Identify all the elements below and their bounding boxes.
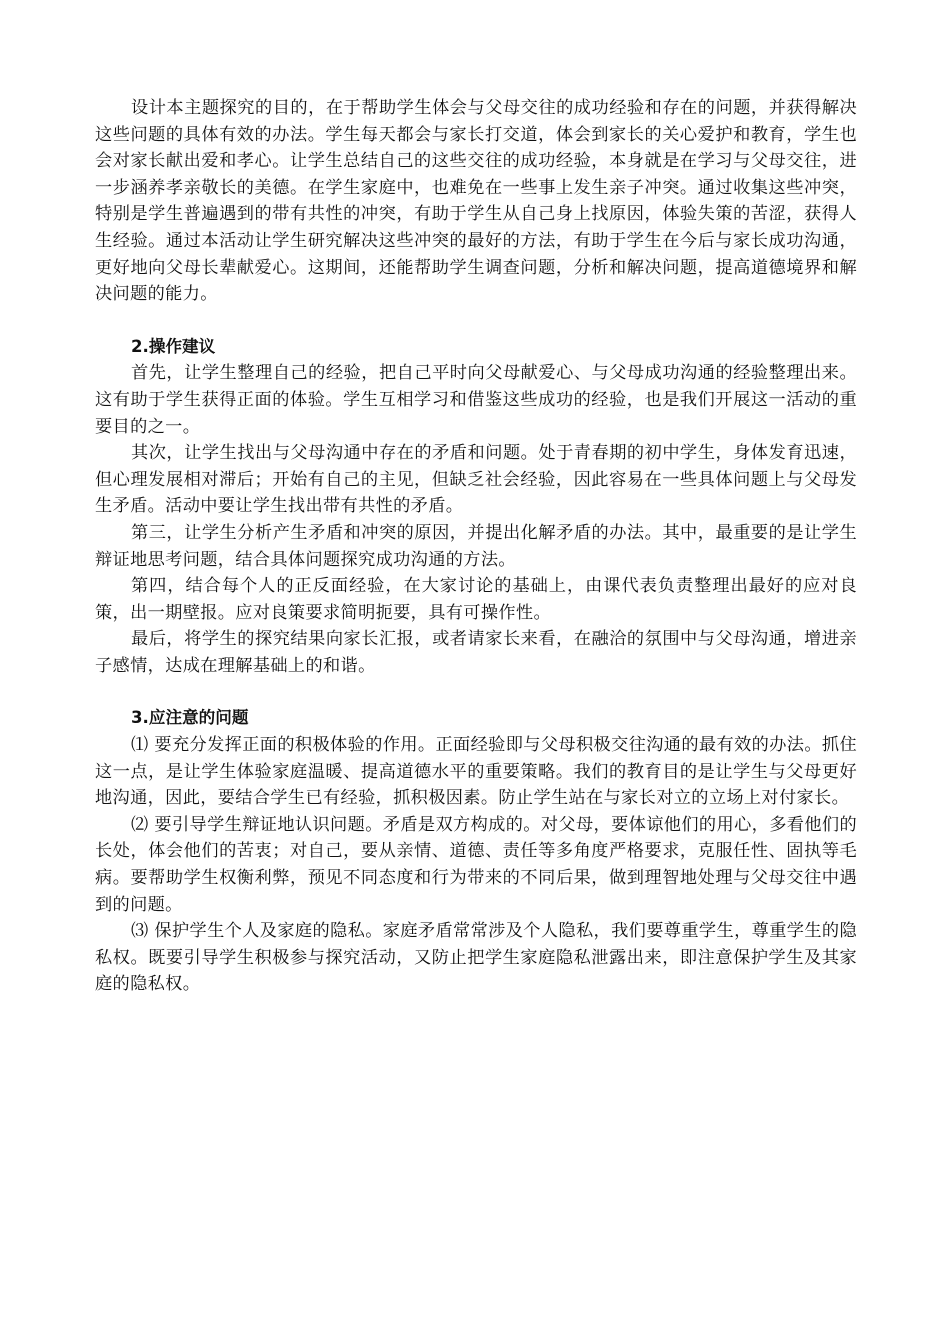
section-spacer: [95, 679, 857, 705]
section-2-paragraph-3: 第三，让学生分析产生矛盾和冲突的原因，并提出化解矛盾的办法。其中，最重要的是让学生辩证地思考问题，结合具体问题探究成功沟通的方法。: [95, 522, 857, 570]
section-3-item-1: ⑴ 要充分发挥正面的积极体验的作用。正面经验即与父母积极交往沟通的最有效的办法。抓住这一点，是让学生体验家庭温暖、提高道德水平的重要策略。我们的教育目的是让学生与父母更好地沟通，因此，要结合学生已有经验，抓积极因素。防止学生站在与家长对立的立场上对付家长。: [95, 735, 857, 809]
intro-paragraph: 设计本主题探究的目的，在于帮助学生体会与父母交往的成功经验和存在的问题，并获得解决这些问题的具体有效的办法。学生每天都会与家长打交道，体会到家长的关心爱护和教育，学生也会对家长献出爱和孝心。让学生总结自己的这些交往的成功经验，本身就是在学习与父母交往，进一步涵养孝亲敬长的美德。在学生家庭中，也难免在一些事上发生亲子冲突。通过收集这些冲突，特别是学生普遍遇到的带有共性的冲突，有助于学生从自己身上找原因，体验失策的苦涩，获得人生经验。通过本活动让学生研究解决这些冲突的最好的方法，有助于学生在今后与家长成功沟通，更好地向父母长辈献爱心。这期间，还能帮助学生调查问题，分析和解决问题，提高道德境界和解决问题的能力。: [95, 98, 857, 305]
section-2-paragraph-4: 第四，结合每个人的正反面经验，在大家讨论的基础上，由课代表负责整理出最好的应对良策，出一期壁报。应对良策要求简明扼要，具有可操作性。: [95, 576, 857, 623]
section-2-heading: 2.操作建议: [131, 336, 216, 356]
section-3-heading: 3.应注意的问题: [131, 708, 249, 728]
section-2-paragraph-2: 其次，让学生找出与父母沟通中存在的矛盾和问题。处于青春期的初中学生，身体发育迅速，但心理发展相对滞后；开始有自己的主见，但缺乏社会经验，因此容易在一些具体问题上与父母发生矛盾。活动中要让学生找出带有共性的矛盾。: [95, 443, 857, 517]
section-3-item-3: ⑶ 保护学生个人及家庭的隐私。家庭矛盾常常涉及个人隐私，我们要尊重学生，尊重学生的隐私权。既要引导学生积极参与探究活动，又防止把学生家庭隐私泄露出来，即注意保护学生及其家庭的隐私权。: [95, 921, 857, 995]
section-spacer: [95, 308, 857, 334]
section-3-item-2: ⑵ 要引导学生辩证地认识问题。矛盾是双方构成的。对父母，要体谅他们的用心，多看他们的长处，体会他们的苦衷；对自己，要从亲情、道德、责任等多角度严格要求，克服任性、固执等毛病。要帮助学生权衡利弊，预见不同态度和行为带来的不同后果，做到理智地处理与父母交往中遇到的问题。: [95, 814, 857, 915]
section-2-paragraph-5: 最后，将学生的探究结果向家长汇报，或者请家长来看，在融洽的氛围中与父母沟通，增进亲子感情，达成在理解基础上的和谐。: [95, 629, 857, 676]
section-2-paragraph-1: 首先，让学生整理自己的经验，把自己平时向父母献爱心、与父母成功沟通的经验整理出来。这有助于学生获得正面的体验。学生互相学习和借鉴这些成功的经验，也是我们开展这一活动的重要目的之一。: [95, 363, 857, 437]
document-page: [95, 95, 857, 998]
